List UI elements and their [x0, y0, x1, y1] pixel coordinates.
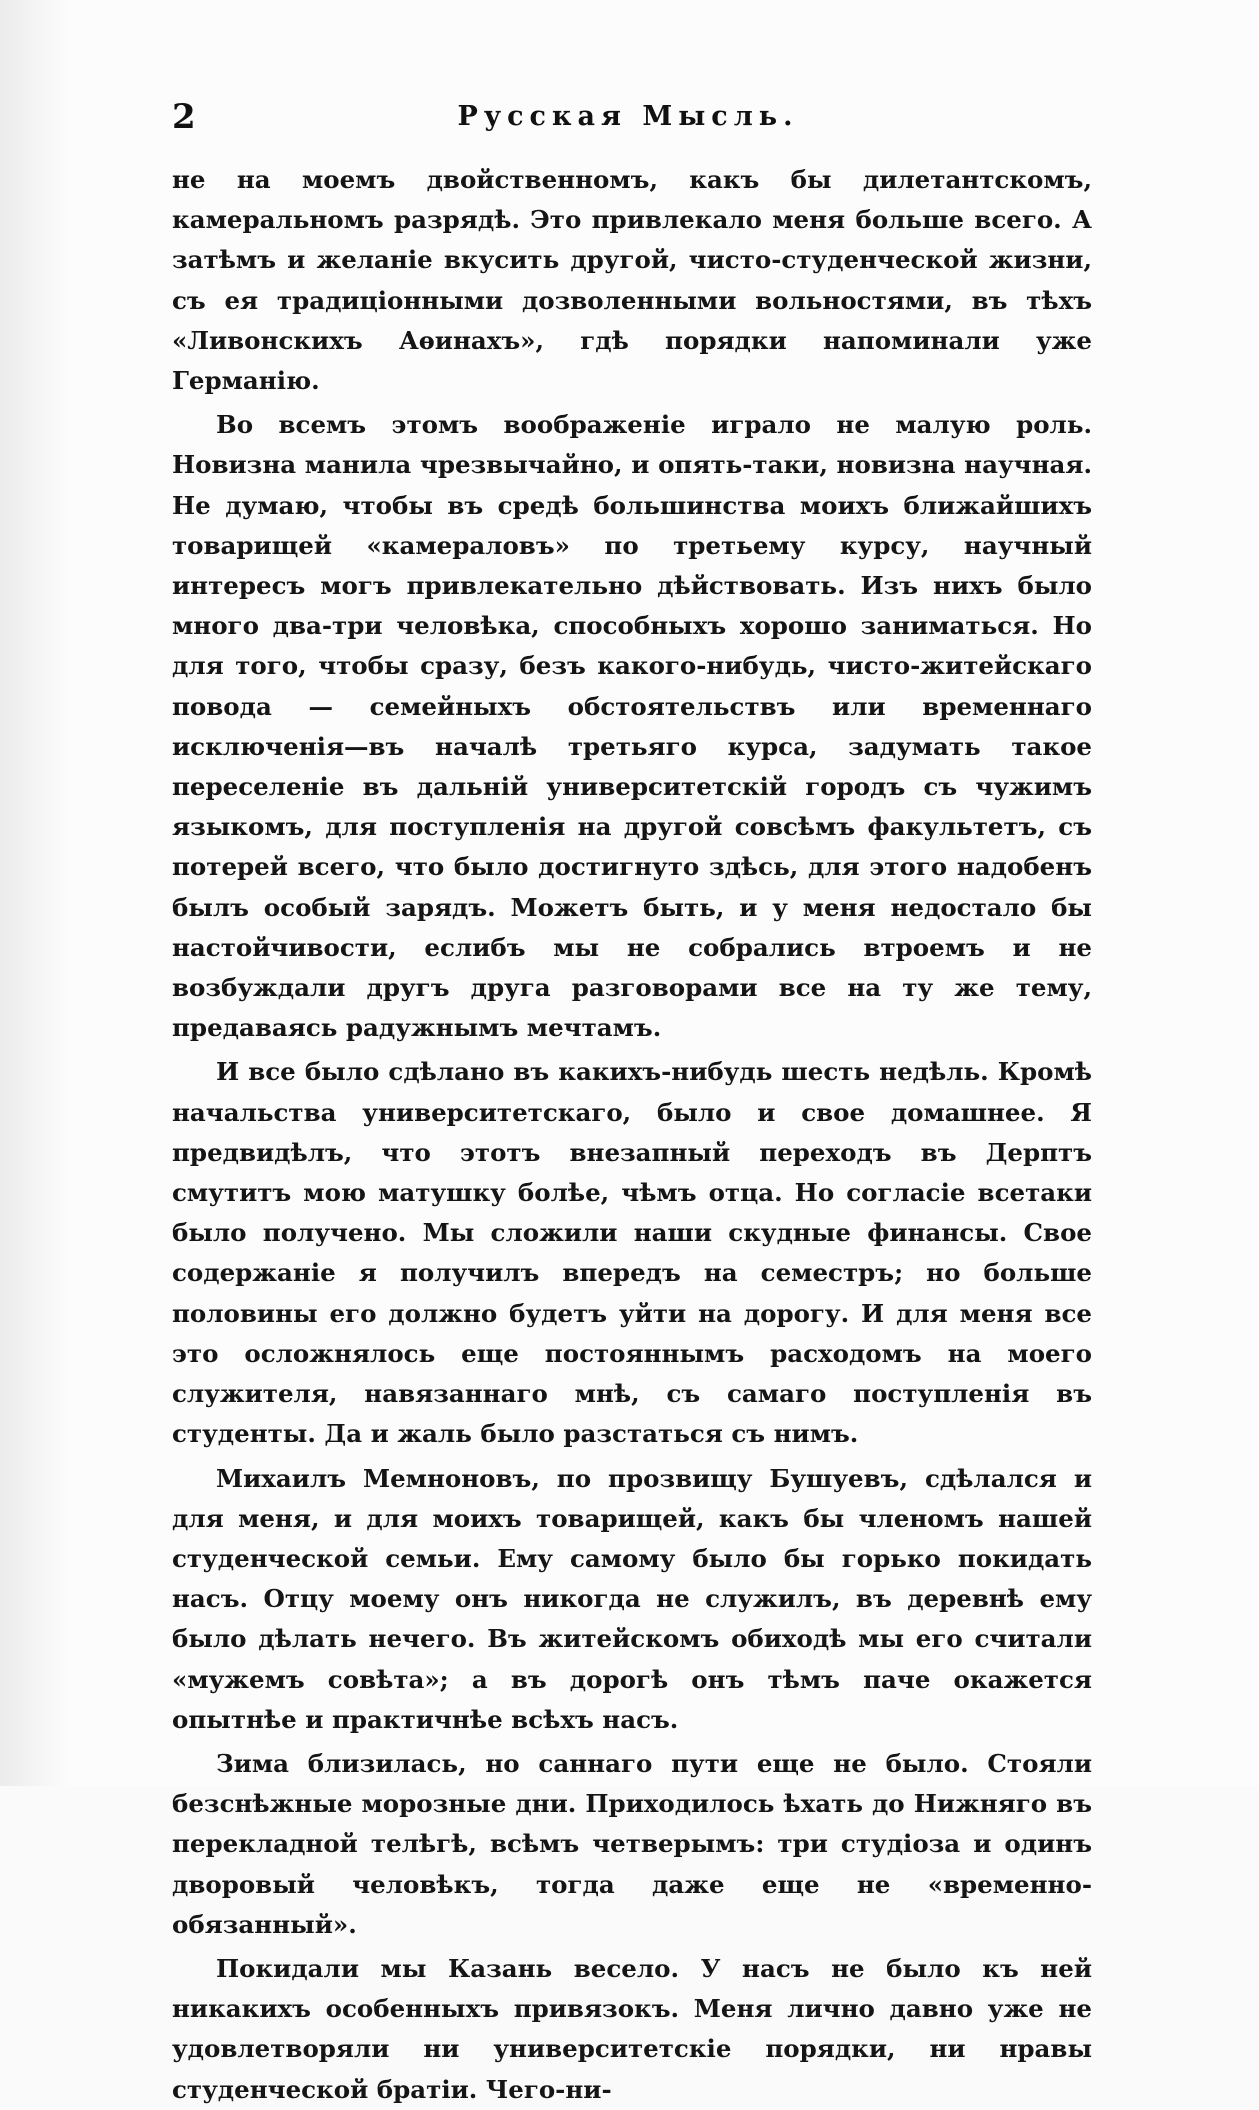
- running-title: Русская Мысль.: [457, 101, 799, 132]
- paragraph: Зима близилась, но саннаго пути еще не было. Стояли безснѣжные морозные дни. Приходилось ѣхать до Нижняго въ перекладной телѣгѣ, всѣмъ четверымъ: три студіоза и одинъ дворовый человѣкъ, тогда даже еще не «временно-обязанный».: [172, 1748, 1092, 1939]
- paragraph-continued: не на моемъ двойственномъ, какъ бы дилетантскомъ, камеральномъ разрядѣ. Это привлекало меня больше всего. А затѣмъ и желаніе вкусить другой, чисто-студенческой жизни, съ ея традиціонными дозволенными вольностями, въ тѣхъ «Ливонскихъ Аѳинахъ», гдѣ порядки напоминали уже Германію.: [172, 165, 1092, 396]
- paragraph: Михаилъ Мемноновъ, по прозвищу Бушуевъ, сдѣлался и для меня, и для моихъ товарищей, какъ бы членомъ нашей студенческой семьи. Ему самому было бы горько покидать насъ. Отцу моему онъ никогда не служилъ, въ деревнѣ ему было дѣлать нечего. Въ житейскомъ обиходѣ мы его считали «мужемъ совѣта»; а въ дорогѣ онъ тѣмъ паче окажется опытнѣе и практичнѣе всѣхъ насъ.: [172, 1463, 1092, 1734]
- paragraph: Во всемъ этомъ воображеніе играло не малую роль. Новизна манила чрезвычайно, и опять-таки, новизна научная. Не думаю, чтобы въ средѣ большинства моихъ ближайшихъ товарищей «камераловъ» по третьему курсу, научный интересъ могъ привлекательно дѣйствовать. Изъ нихъ было много два-три человѣка, способныхъ хорошо заниматься. Но для того, чтобы сразу, безъ какого-нибудь, чисто-житейскаго повода — семейныхъ обстоятельствъ или временнаго исключенія—въ началѣ третьяго курса, задумать такое переселеніе въ дальній университетскій городъ съ чужимъ языкомъ, для поступленія на другой совсѣмъ факультетъ, съ потерей всего, что было достигнуто здѣсь, для этого надобенъ былъ особый зарядъ. Можетъ быть, и у меня недостало бы настойчивости, еслибъ мы не собрались втроемъ и не возбуждали другъ друга разговорами все на ту же тему, предаваясь радужнымъ мечтамъ.: [172, 410, 1092, 1043]
- paragraph: Покидали мы Казань весело. У насъ не было къ ней никакихъ особенныхъ привязокъ. Меня лично давно уже не удовлетворяли ни университетскіе порядки, ни нравы студенческой братіи. Чего-ни-: [172, 1953, 1092, 2104]
- body-text: [172, 160, 1092, 2110]
- paragraph: И все было сдѣлано въ какихъ-нибудь шесть недѣль. Кромѣ начальства университетскаго, было и свое домашнее. Я предвидѣлъ, что этотъ внезапный переходъ въ Дерптъ смутитъ мою матушку болѣе, чѣмъ отца. Но согласіе всетаки было получено. Мы сложили наши скудные финансы. Свое содержаніе я получилъ впередъ на семестръ; но больше половины его должно будетъ уйти на дорогу. И для меня все это осложнялось еще постояннымъ расходомъ на моего служителя, навязаннаго мнѣ, съ самаго поступленія въ студенты. Да и жаль было разстаться съ нимъ.: [172, 1057, 1092, 1449]
- page-header: [172, 92, 1084, 142]
- page-number: 2: [172, 97, 196, 137]
- page-gutter-shadow: [0, 0, 72, 1786]
